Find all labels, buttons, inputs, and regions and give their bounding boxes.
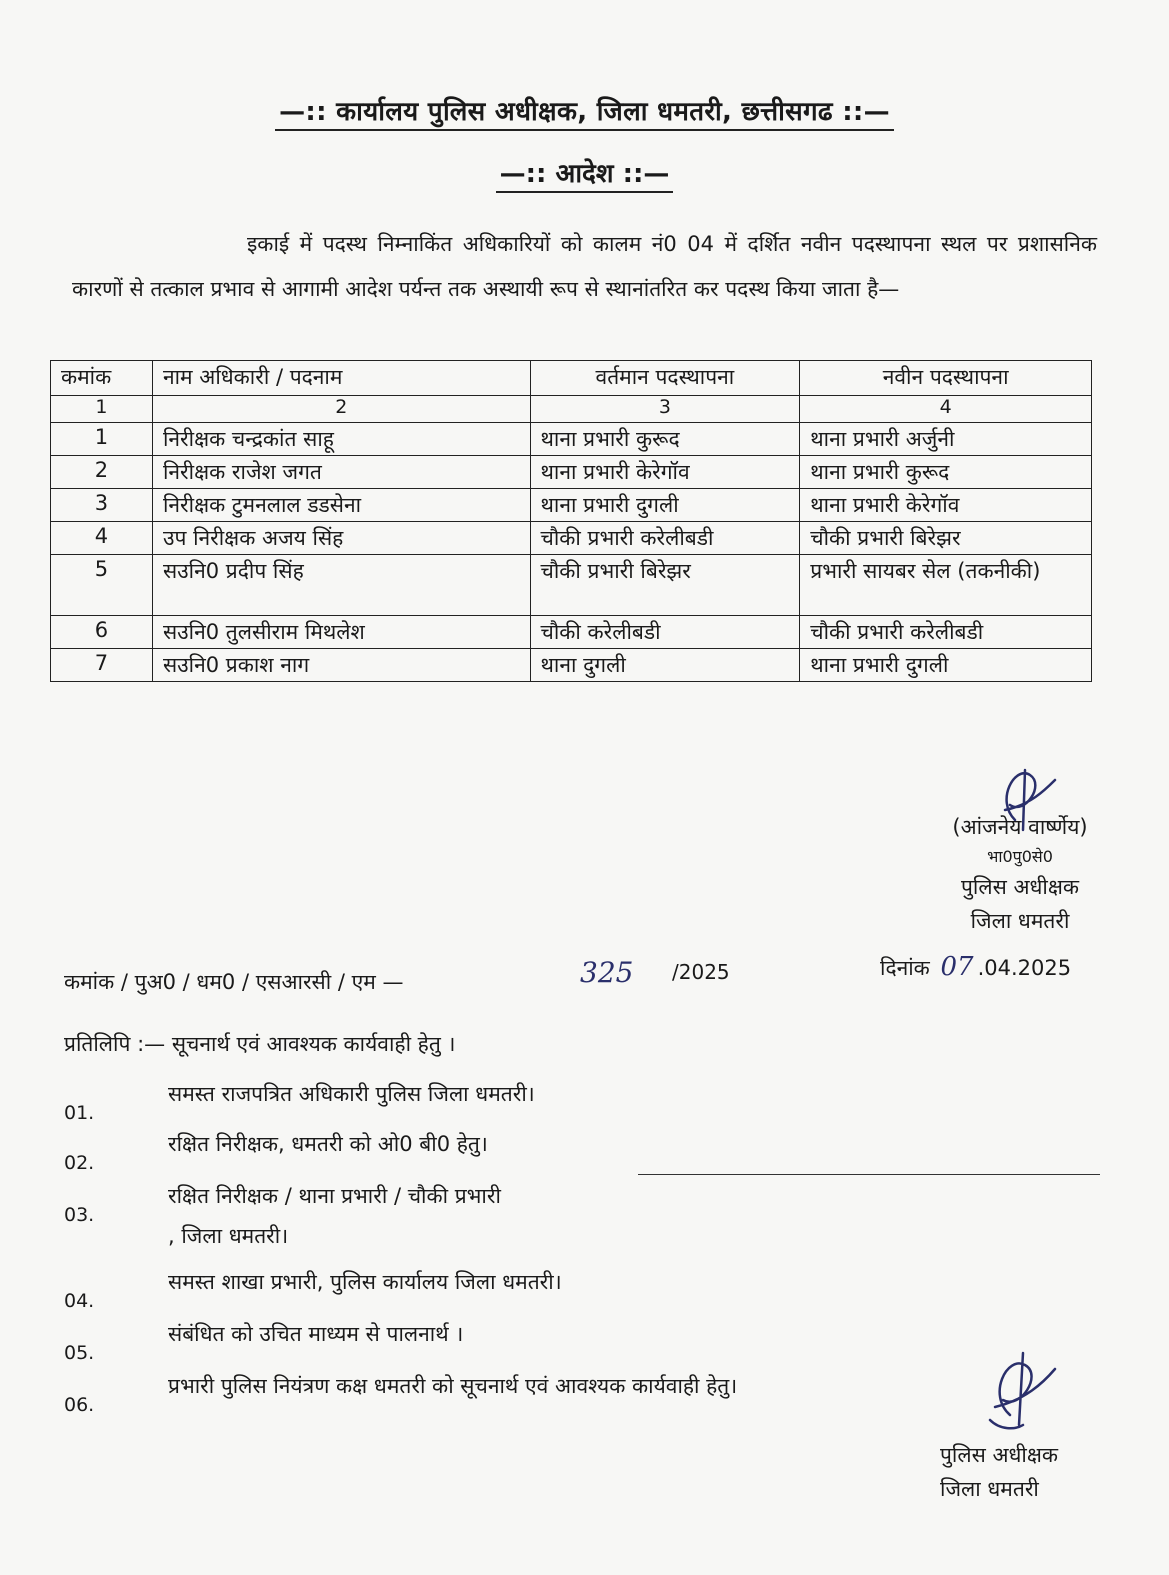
row-sn: 2 — [51, 456, 153, 489]
row-sn: 6 — [51, 616, 153, 649]
row-name: निरीक्षक टुमनलाल डडसेना — [152, 489, 530, 522]
item-text: समस्त राजपत्रित अधिकारी पुलिस जिला धमतरी। — [168, 1082, 535, 1106]
header-sn: कमांक — [51, 361, 153, 396]
item-text: समस्त शाखा प्रभारी, पुलिस कार्यालय जिला धमतरी। — [168, 1270, 562, 1294]
table-row — [51, 423, 1092, 456]
signature-mark — [975, 1345, 1065, 1440]
date-day: 07 — [940, 952, 974, 982]
table-row — [51, 649, 1092, 682]
column-number: 1 — [51, 396, 153, 423]
item-number: 06. — [64, 1394, 95, 1416]
row-current: चौकी प्रभारी करेलीबडी — [530, 522, 800, 555]
footer-designation: पुलिस अधीक्षक — [940, 1443, 1059, 1467]
column-number: 4 — [800, 396, 1092, 423]
row-new: चौकी प्रभारी करेलीबडी — [800, 616, 1092, 649]
table-row — [51, 522, 1092, 555]
intro-paragraph: इकाई में पदस्थ निम्नाकिंत अधिकारियों को कालम नं0 04 में दर्शित नवीन पदस्थापना स्थल पर प्रशासनिक कारणों से तत्काल प्रभाव से आगामी आदेश पर्यन्त तक अस्थायी रूप से स्थानांतरित कर पदस्थ किया जाता है— — [72, 232, 1097, 301]
copy-to-heading: प्रतिलिपि :— सूचनार्थ एवं आवश्यक कार्यवाही हेतु । — [64, 1032, 456, 1056]
row-sn: 4 — [51, 522, 153, 555]
item-number: 04. — [64, 1290, 95, 1312]
item-number: 05. — [64, 1342, 95, 1364]
row-sn: 7 — [51, 649, 153, 682]
row-new: थाना प्रभारी केरेगॉव — [800, 489, 1092, 522]
row-new: चौकी प्रभारी बिरेझर — [800, 522, 1092, 555]
date-rest: .04.2025 — [977, 956, 1072, 980]
signatory-service: भा0पु0से0 — [987, 847, 1053, 866]
reference-year: /2025 — [672, 960, 730, 984]
row-name: सउनि0 प्रदीप सिंह — [152, 555, 530, 616]
item-text: रक्षित निरीक्षक / थाना प्रभारी / चौकी प्रभारी — [168, 1184, 501, 1208]
table-row — [51, 616, 1092, 649]
row-current: चौकी प्रभारी बिरेझर — [530, 555, 800, 616]
row-current: थाना प्रभारी कुरूद — [530, 423, 800, 456]
order-heading: —:: आदेश ::— — [0, 154, 1169, 190]
row-current: चौकी करेलीबडी — [530, 616, 800, 649]
table-row — [51, 489, 1092, 522]
row-name: निरीक्षक राजेश जगत — [152, 456, 530, 489]
table-row — [51, 555, 1092, 616]
row-name: सउनि0 तुलसीराम मिथलेश — [152, 616, 530, 649]
row-new: थाना प्रभारी अर्जुनी — [800, 423, 1092, 456]
row-new: प्रभारी सायबर सेल (तकनीकी) — [800, 555, 1092, 616]
column-number-row — [51, 396, 1092, 423]
column-number: 2 — [152, 396, 530, 423]
row-name: उप निरीक्षक अजय सिंह — [152, 522, 530, 555]
row-new: थाना प्रभारी कुरूद — [800, 456, 1092, 489]
reference-prefix: कमांक / पुअ0 / धम0 / एसआरसी / एम — — [64, 970, 404, 994]
item-number: 03. — [64, 1204, 95, 1226]
transfer-table — [50, 360, 1092, 682]
item-text: रक्षित निरीक्षक, धमतरी को ओ0 बी0 हेतु। — [168, 1132, 488, 1156]
item-number: 02. — [64, 1152, 95, 1174]
date-label: दिनांक — [880, 956, 930, 980]
header-current-posting: वर्तमान पदस्थापना — [530, 361, 800, 396]
signatory-district: जिला धमतरी — [970, 909, 1070, 933]
row-sn: 1 — [51, 423, 153, 456]
row-sn: 3 — [51, 489, 153, 522]
order-date — [880, 952, 1071, 982]
row-new: थाना प्रभारी दुगली — [800, 649, 1092, 682]
row-name: निरीक्षक चन्द्रकांत साहू — [152, 423, 530, 456]
table-row — [51, 456, 1092, 489]
row-current: थाना प्रभारी केरेगॉव — [530, 456, 800, 489]
reference-number: 325 — [580, 956, 634, 989]
footer-district: जिला धमतरी — [940, 1477, 1039, 1501]
row-name: सउनि0 प्रकाश नाग — [152, 649, 530, 682]
office-title: —:: कार्यालय पुलिस अधीक्षक, जिला धमतरी, छत्तीसगढ ::— — [0, 92, 1169, 128]
header-name: नाम अधिकारी / पदनाम — [152, 361, 530, 396]
item-continuation: , जिला धमतरी। — [168, 1224, 289, 1248]
item-text: प्रभारी पुलिस नियंत्रण कक्ष धमतरी को सूचनार्थ एवं आवश्यक कार्यवाही हेतु। — [168, 1374, 738, 1398]
column-number: 3 — [530, 396, 800, 423]
header-new-posting: नवीन पदस्थापना — [800, 361, 1092, 396]
footer-signatory-block — [940, 1438, 1058, 1506]
signatory-name: (आंजनेय वार्ष्णेय) — [952, 815, 1088, 839]
item-number: 01. — [64, 1102, 95, 1124]
item-text: संबंधित को उचित माध्यम से पालनार्थ । — [168, 1322, 464, 1346]
signatory-block — [900, 810, 1140, 938]
row-current: थाना दुगली — [530, 649, 800, 682]
row-sn: 5 — [51, 555, 153, 616]
blank-fill-line — [638, 1174, 1100, 1175]
signatory-designation: पुलिस अधीक्षक — [960, 875, 1080, 899]
row-current: थाना प्रभारी दुगली — [530, 489, 800, 522]
table-header-row — [51, 361, 1092, 396]
